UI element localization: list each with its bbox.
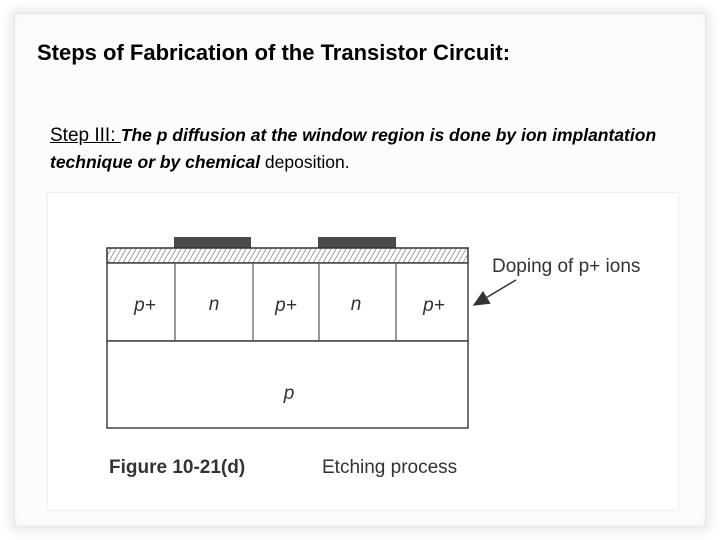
region-label: p+ (423, 295, 445, 316)
caption-text: Etching process (322, 457, 458, 478)
region-label: n (350, 294, 362, 315)
step-text-plain: deposition. (264, 152, 350, 172)
annotation-arrow (474, 280, 516, 305)
oxide-layer (107, 248, 468, 263)
step-label: Step III: (50, 125, 121, 146)
caption-number: Figure 10-21(d) (109, 457, 246, 478)
region-label: n (208, 294, 220, 315)
cross-section-diagram (48, 193, 678, 510)
slide-title: Steps of Fabrication of the Transistor Circuit: (37, 40, 511, 65)
step-description (50, 122, 690, 175)
annotation-label: Doping of p+ ions (492, 256, 641, 277)
region-label: p+ (275, 295, 297, 316)
substrate-label: p (283, 383, 295, 404)
region-label: p+ (134, 295, 156, 316)
fabrication-figure (48, 193, 678, 510)
metal-contact-left (174, 237, 251, 248)
metal-contact-right (318, 237, 396, 248)
step-text-italic: The p diffusion at the window region is done by ion implantation technique or by chemical (50, 125, 657, 172)
